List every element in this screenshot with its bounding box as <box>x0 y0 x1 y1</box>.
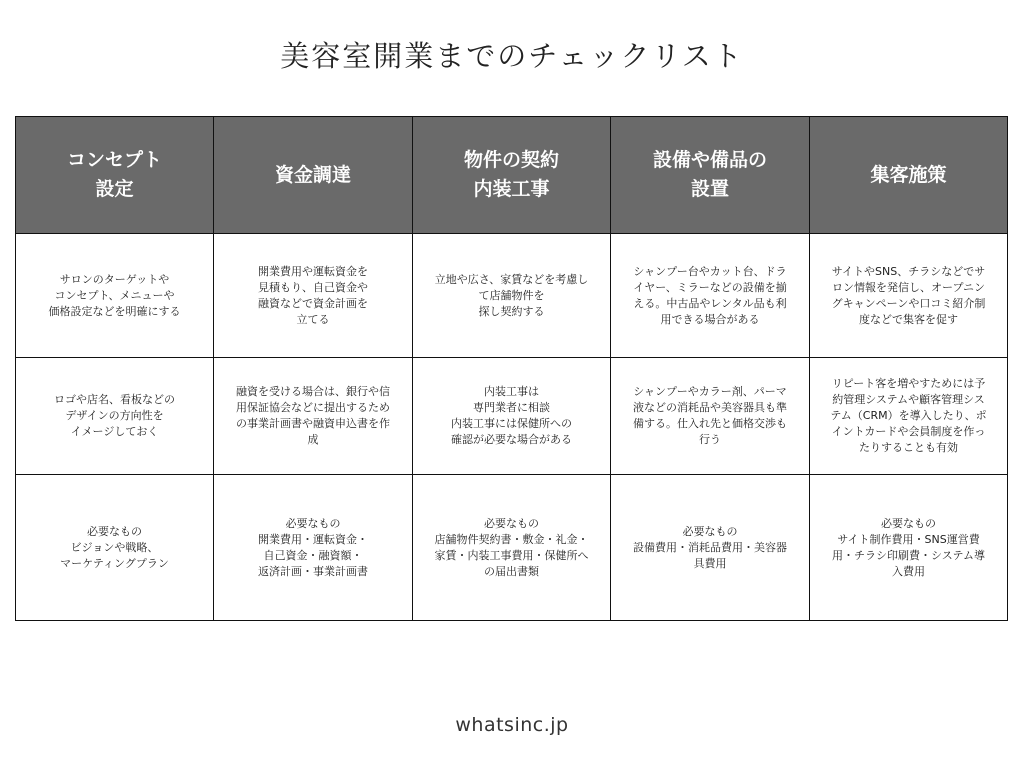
table-cell: 必要なもの 設備費用・消耗品費用・美容器 具費用 <box>611 475 810 621</box>
checklist-table <box>15 116 1008 621</box>
table-cell: 必要なもの 開業費用・運転資金・ 自己資金・融資額・ 返済計画・事業計画書 <box>214 475 413 621</box>
table-cell: 内装工事は 専門業者に相談 内装工事には保健所への 確認が必要な場合がある <box>413 358 611 475</box>
table-cell: サイトやSNS、チラシなどでサ ロン情報を発信し、オープニン グキャンペーンや口コミ紹介制 度などで集客を促す <box>810 234 1008 358</box>
table-row <box>16 475 1008 621</box>
table-cell: シャンプー台やカット台、ドラ イヤー、ミラーなどの設備を揃 える。中古品やレンタル品も利 用できる場合がある <box>611 234 810 358</box>
table-row <box>16 234 1008 358</box>
table-cell: 必要なもの 店舗物件契約書・敷金・礼金・ 家賃・内装工事費用・保健所へ の届出書類 <box>413 475 611 621</box>
page-title: 美容室開業までのチェックリスト <box>280 39 744 73</box>
header-equipment: 設備や備品の 設置 <box>611 117 810 234</box>
footer-url[interactable]: whatsinc.jp <box>455 714 569 736</box>
header-marketing: 集客施策 <box>810 117 1008 234</box>
table-header-row <box>16 117 1008 234</box>
table-cell: 必要なもの サイト制作費用・SNS運営費 用・チラシ印刷費・システム導 入費用 <box>810 475 1008 621</box>
table-cell: 必要なもの ビジョンや戦略、 マーケティングプラン <box>16 475 214 621</box>
header-concept: コンセプト 設定 <box>16 117 214 234</box>
table-row <box>16 358 1008 475</box>
table-cell: リピート客を増やすためには予 約管理システムや顧客管理シス テム（CRM）を導入したり、ポ イントカードや会員制度を作っ たりすることも有効 <box>810 358 1008 475</box>
table-cell: 融資を受ける場合は、銀行や信 用保証協会などに提出するため の事業計画書や融資申込書を作 成 <box>214 358 413 475</box>
header-property: 物件の契約 内装工事 <box>413 117 611 234</box>
table-cell: サロンのターゲットや コンセプト、メニューや 価格設定などを明確にする <box>16 234 214 358</box>
table-cell: ロゴや店名、看板などの デザインの方向性を イメージしておく <box>16 358 214 475</box>
header-funding: 資金調達 <box>214 117 413 234</box>
table-cell: シャンプーやカラー剤、パーマ 液などの消耗品や美容器具も準 備する。仕入れ先と価格交渉も 行う <box>611 358 810 475</box>
table-cell: 開業費用や運転資金を 見積もり、自己資金や 融資などで資金計画を 立てる <box>214 234 413 358</box>
table-cell: 立地や広さ、家賃などを考慮し て店舗物件を 探し契約する <box>413 234 611 358</box>
